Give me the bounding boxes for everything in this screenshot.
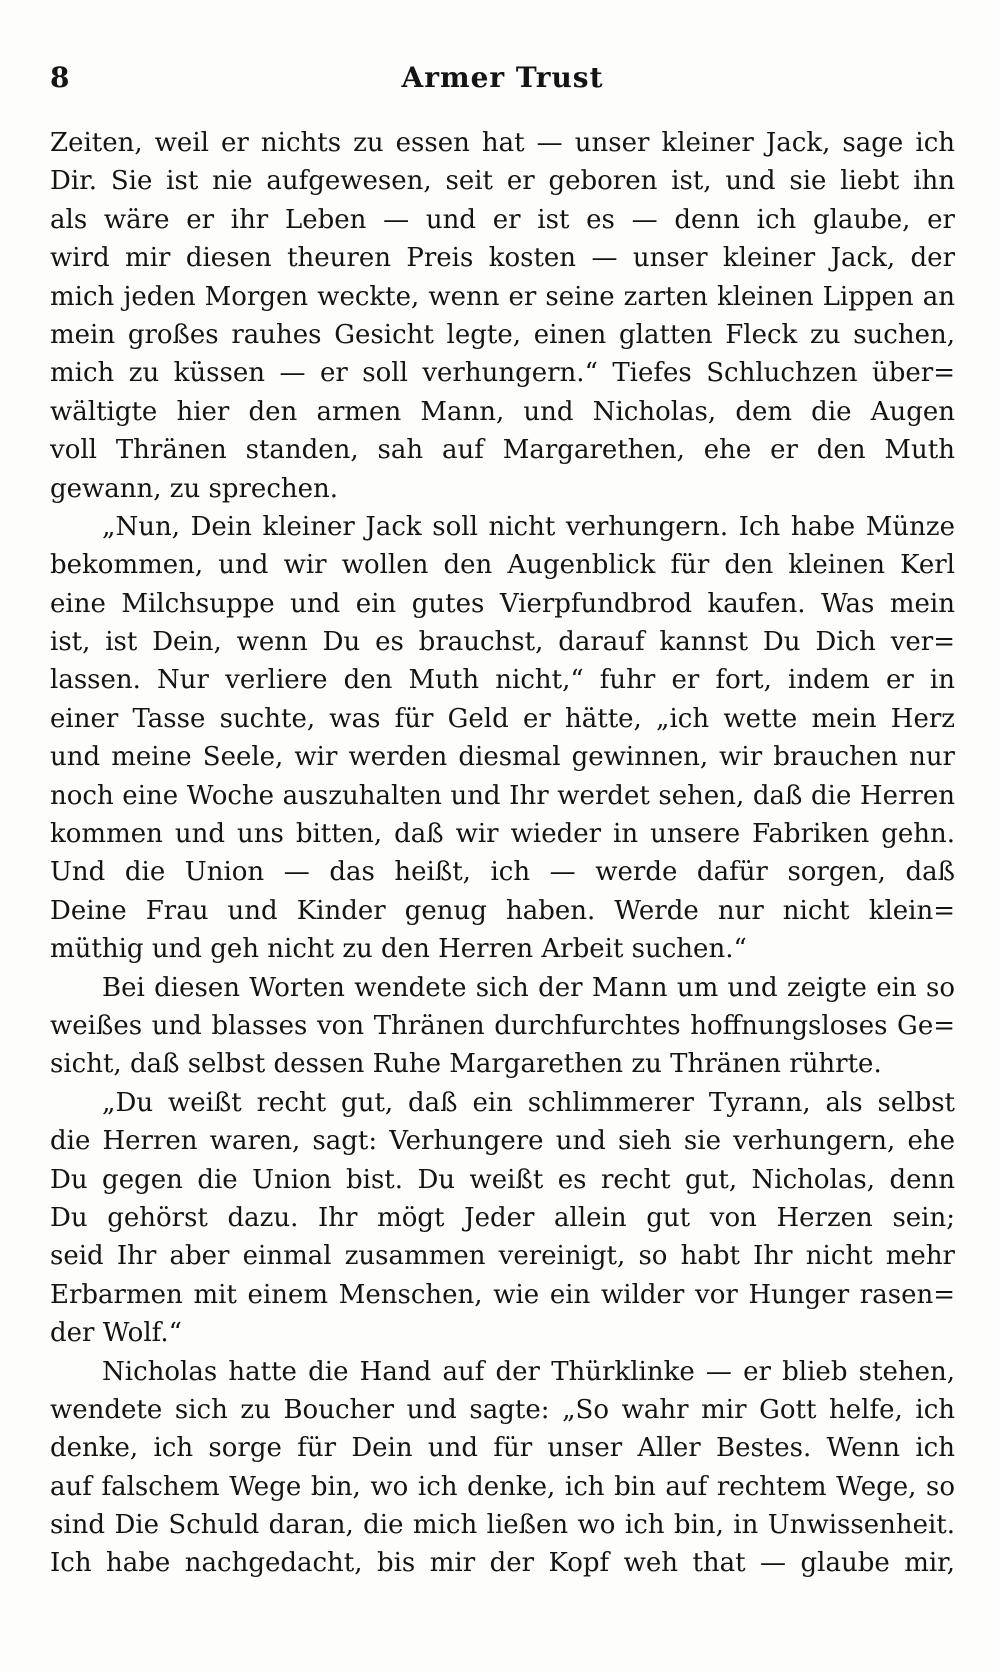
text-line: Zeiten, weil er nichts zu essen hat — unser kleiner Jack, sage ich [50, 128, 955, 158]
text-line: ist, ist Dein, wenn Du es brauchst, darauf kannst Du Dich ver= [50, 627, 955, 658]
text-line: kommen und uns bitten, daß wir wieder in unsere Fabriken gehn. [50, 819, 955, 850]
paragraph-first-line: „Nun, Dein kleiner Jack soll nicht verhungern. Ich habe Münze [102, 511, 955, 542]
text-line: der Wolf.“ [50, 1318, 182, 1349]
text-line: wird mir diesen theuren Preis kosten — unser kleiner Jack, der [50, 243, 955, 274]
text-line: mich jeden Morgen weckte, wenn er seine zarten kleinen Lippen an [50, 281, 955, 312]
body-text [50, 124, 955, 1583]
text-line: gewann, zu sprechen. [50, 473, 339, 504]
text-line: Und die Union — das heißt, ich — werde dafür sorgen, daß [50, 857, 955, 888]
text-line: sicht, daß selbst dessen Ruhe Margarethen zu Thränen rührte. [50, 1049, 882, 1080]
text-line: noch eine Woche auszuhalten und Ihr werdet sehen, daß die Herren [50, 780, 955, 811]
text-line: bekommen, und wir wollen den Augenblick für den kleinen Kerl [50, 550, 955, 581]
text-line: mein großes rauhes Gesicht legte, einen glatten Fleck zu suchen, [50, 319, 955, 350]
text-line: denke, ich sorge für Dein und für unser Aller Bestes. Wenn ich [50, 1433, 955, 1464]
text-line: wältigte hier den armen Mann, und Nicholas, dem die Augen [50, 396, 955, 427]
paragraph-first-line: Bei diesen Worten wendete sich der Mann um und zeigte ein so [102, 972, 955, 1003]
text-line: lassen. Nur verliere den Muth nicht,“ fuhr er fort, indem er in [50, 665, 955, 696]
text-line: Du gehörst dazu. Ihr mögt Jeder allein gut von Herzen sein; [50, 1202, 955, 1233]
text-line: und meine Seele, wir werden diesmal gewinnen, wir brauchen nur [50, 742, 955, 773]
text-line: weißes und blasses von Thränen durchfurchtes hoffnungsloses Ge= [50, 1010, 955, 1041]
paragraph-first-line: Nicholas hatte die Hand auf der Thürklinke — er blieb stehen, [102, 1356, 955, 1387]
page-header [50, 58, 955, 98]
text-line: Du gegen die Union bist. Du weißt es recht gut, Nicholas, denn [50, 1164, 955, 1195]
text-line: als wäre er ihr Leben — und er ist es — denn ich glaube, er [50, 204, 955, 235]
text-line: eine Milchsuppe und ein gutes Vierpfundbrod kaufen. Was mein [50, 588, 955, 619]
text-line: müthig und geh nicht zu den Herren Arbeit suchen.“ [50, 934, 747, 965]
text-line: mich zu küssen — er soll verhungern.“ Tiefes Schluchzen über= [50, 358, 955, 389]
text-line: die Herren waren, sagt: Verhungere und sieh sie verhungern, ehe [50, 1126, 955, 1157]
text-line: wendete sich zu Boucher und sagte: „So wahr mir Gott helfe, ich [50, 1394, 955, 1425]
running-title: Armer Trust [401, 61, 604, 94]
text-line: voll Thränen standen, sah auf Margarethen, ehe er den Muth [50, 435, 955, 466]
text-line: seid Ihr aber einmal zusammen vereinigt, so habt Ihr nicht mehr [50, 1241, 955, 1272]
text-line: Deine Frau und Kinder genug haben. Werde nur nicht klein= [50, 895, 955, 926]
text-line: auf falschem Wege bin, wo ich denke, ich bin auf rechtem Wege, so [50, 1471, 955, 1502]
text-line: sind Die Schuld daran, die mich ließen wo ich bin, in Unwissenheit. [50, 1510, 955, 1541]
text-line: Erbarmen mit einem Menschen, wie ein wilder vor Hunger rasen= [50, 1279, 955, 1310]
text-line: Ich habe nachgedacht, bis mir der Kopf weh that — glaube mir, [50, 1548, 955, 1579]
text-line: einer Tasse suchte, was für Geld er hätte, „ich wette mein Herz [50, 703, 955, 734]
text-line: Dir. Sie ist nie aufgewesen, seit er geboren ist, und sie liebt ihn [50, 166, 955, 197]
paragraph-first-line: „Du weißt recht gut, daß ein schlimmerer Tyrann, als selbst [102, 1087, 955, 1118]
page-number: 8 [50, 61, 70, 94]
